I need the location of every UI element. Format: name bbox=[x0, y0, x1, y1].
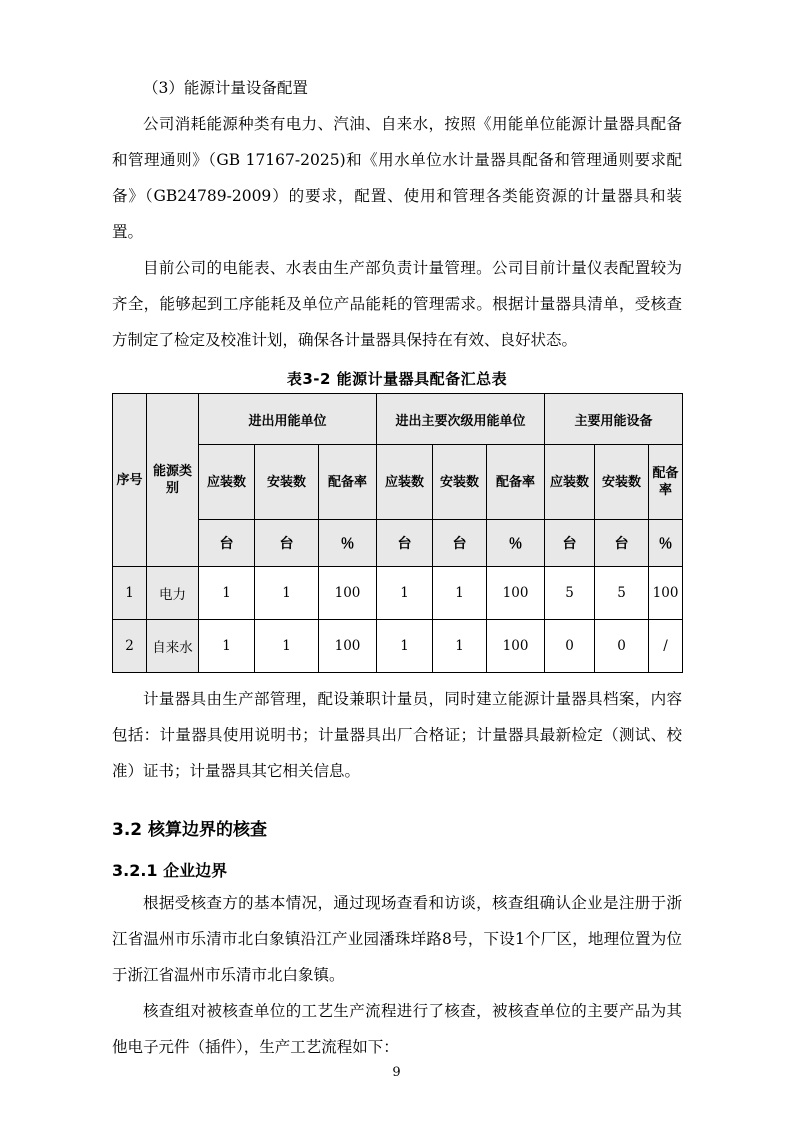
header-group-2: 进出主要次级用能单位 bbox=[377, 394, 545, 445]
cell-value: 1 bbox=[199, 567, 255, 620]
unit-1: 台 bbox=[199, 520, 255, 567]
cell-value: 100 bbox=[487, 620, 545, 673]
unit-2: 台 bbox=[255, 520, 319, 567]
cell-value: 0 bbox=[545, 620, 595, 673]
table-row bbox=[113, 620, 683, 673]
cell-value: 1 bbox=[255, 567, 319, 620]
table-unit-row bbox=[113, 520, 683, 567]
unit-7: 台 bbox=[545, 520, 595, 567]
header-group-3: 主要用能设备 bbox=[545, 394, 683, 445]
sub-header-1: 应装数 bbox=[199, 445, 255, 520]
table-row bbox=[113, 567, 683, 620]
cell-value: 5 bbox=[545, 567, 595, 620]
sub-header-2: 安装数 bbox=[255, 445, 319, 520]
sub-header-8: 安装数 bbox=[595, 445, 649, 520]
unit-6: ％ bbox=[487, 520, 545, 567]
cell-value: 0 bbox=[595, 620, 649, 673]
unit-5: 台 bbox=[433, 520, 487, 567]
cell-value: 5 bbox=[595, 567, 649, 620]
spacer bbox=[112, 673, 682, 681]
cell-value: 1 bbox=[255, 620, 319, 673]
cell-category: 自来水 bbox=[147, 620, 199, 673]
page-number: 9 bbox=[392, 1065, 401, 1080]
header-category-label: 能源类别 bbox=[152, 464, 192, 496]
unit-9: ％ bbox=[649, 520, 683, 567]
unit-8: 台 bbox=[595, 520, 649, 567]
sub-header-7: 应装数 bbox=[545, 445, 595, 520]
table-title: 表3-2 能源计量器具配备汇总表 bbox=[286, 370, 508, 388]
cell-category: 电力 bbox=[147, 567, 199, 620]
paragraph-boundary-2: 核查组对被核查单位的工艺生产流程进行了核查，被核查单位的主要产品为其他电子元件（插件），生产工艺流程如下： bbox=[112, 1002, 682, 1056]
paragraph-boundary-1: 根据受核查方的基本情况，通过现场查看和访谈，核查组确认企业是注册于浙江省温州市乐清市北白象镇沿江产业园潘珠垟路8号，下设1个厂区，地理位置为位于浙江省温州市乐清市北白象镇。 bbox=[112, 894, 682, 984]
cell-value: 100 bbox=[319, 620, 377, 673]
cell-seq: 2 bbox=[113, 620, 147, 673]
cell-value: 1 bbox=[377, 620, 433, 673]
cell-value: 100 bbox=[649, 567, 683, 620]
cell-value: 1 bbox=[433, 620, 487, 673]
subheading-3-2-1: 3.2.1 企业边界 bbox=[112, 861, 228, 880]
cell-value: 1 bbox=[433, 567, 487, 620]
header-category bbox=[147, 394, 199, 567]
table-group-header-row bbox=[113, 394, 683, 445]
paragraph-after-table: 计量器具由生产部管理，配设兼职计量员，同时建立能源计量器具档案，内容包括：计量器具使用说明书；计量器具出厂合格证；计量器具最新检定（测试、校准）证书；计量器具其它相关信息。 bbox=[112, 690, 682, 780]
sub-header-9: 配备率 bbox=[649, 445, 683, 520]
unit-4: 台 bbox=[377, 520, 433, 567]
header-seq-label: 序号 bbox=[116, 472, 143, 488]
header-seq bbox=[113, 394, 147, 567]
section-label: （3）能源计量设备配置 bbox=[143, 79, 308, 97]
cell-value: 100 bbox=[487, 567, 545, 620]
sub-header-6: 配备率 bbox=[487, 445, 545, 520]
table-sub-header-row bbox=[113, 445, 683, 520]
paragraph-1: 公司消耗能源种类有电力、汽油、自来水，按照《用能单位能源计量器具配备和管理通则》（GB 17167-2025)和《用水单位水计量器具配备和管理通则要求配备》（GB24789-2009）的要求，配置、使用和管理各类能资源的计量器具和装置。 bbox=[112, 115, 682, 241]
header-group-1: 进出用能单位 bbox=[199, 394, 377, 445]
paragraph-2: 目前公司的电能表、水表由生产部负责计量管理。公司目前计量仪表配置较为齐全，能够起到工序能耗及单位产品能耗的管理需求。根据计量器具清单，受核查方制定了检定及校准计划，确保各计量器具保持在有效、良好状态。 bbox=[112, 259, 682, 349]
sub-header-4: 应装数 bbox=[377, 445, 433, 520]
sub-header-5: 安装数 bbox=[433, 445, 487, 520]
sub-header-3: 配备率 bbox=[319, 445, 377, 520]
cell-value: 1 bbox=[199, 620, 255, 673]
cell-value: / bbox=[649, 620, 683, 673]
energy-meter-table bbox=[112, 393, 683, 673]
page-content bbox=[112, 70, 682, 1065]
unit-3: ％ bbox=[319, 520, 377, 567]
heading-3-2: 3.2 核算边界的核查 bbox=[112, 820, 268, 840]
cell-seq: 1 bbox=[113, 567, 147, 620]
cell-value: 1 bbox=[377, 567, 433, 620]
cell-value: 100 bbox=[319, 567, 377, 620]
